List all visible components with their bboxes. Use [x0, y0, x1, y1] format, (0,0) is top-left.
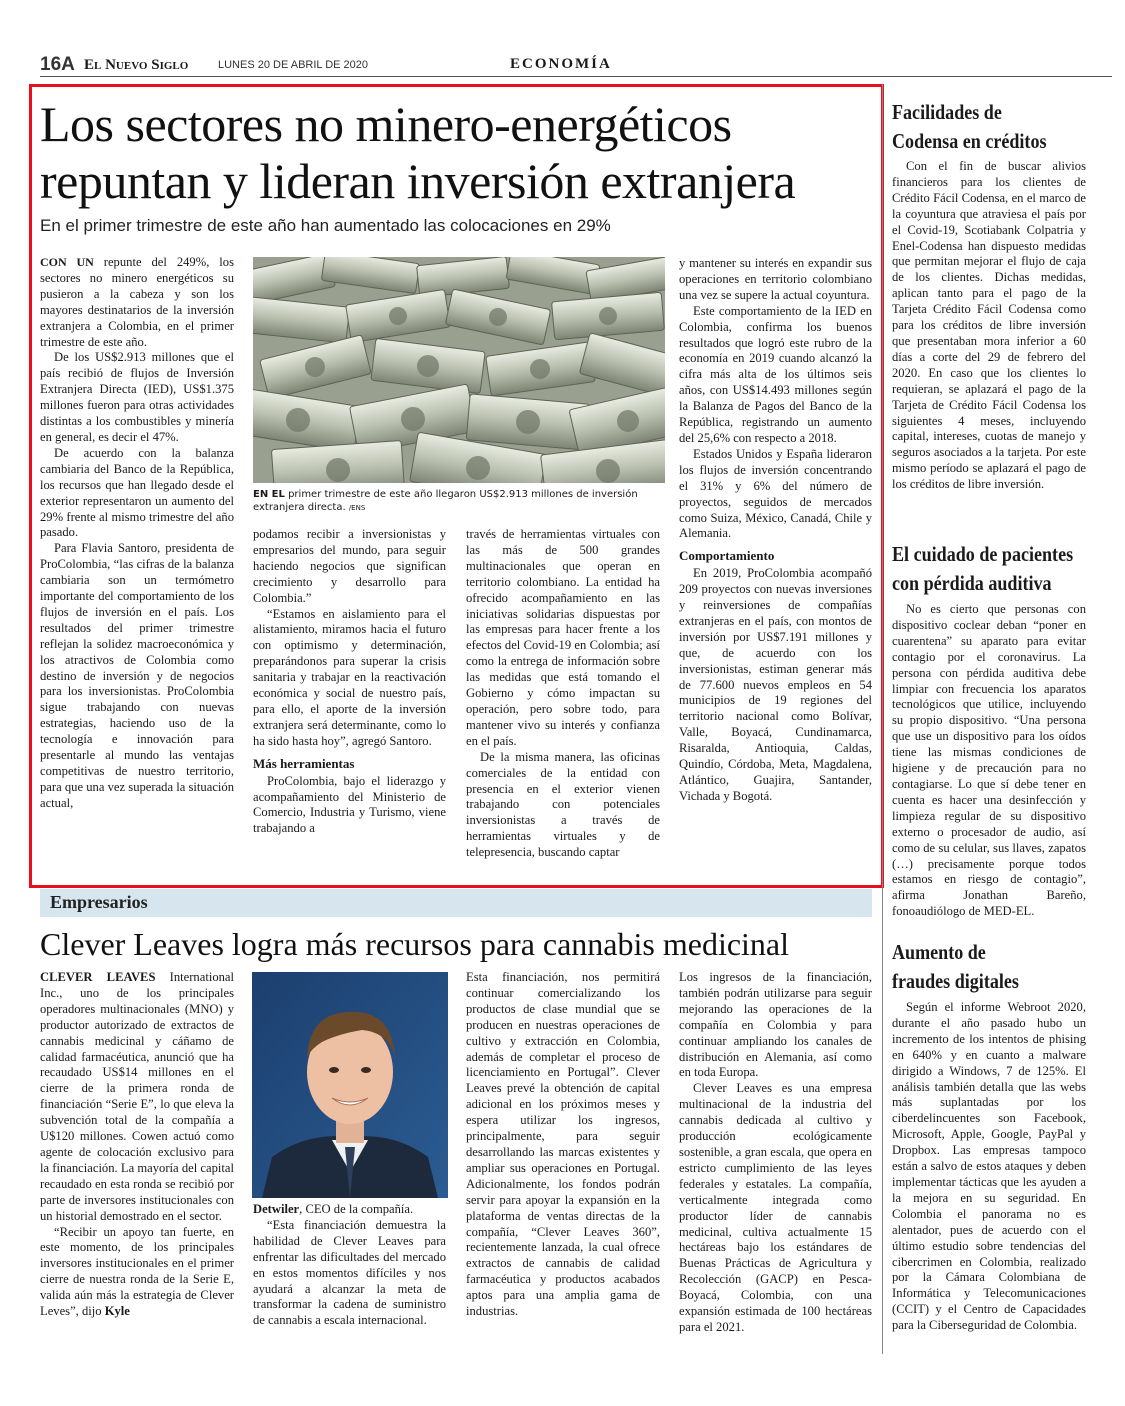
- lead-col4-p4: En 2019, ProColombia acompañó 209 proyectos con nuevas inversiones y reinversiones de compañías extranjeras en el país, con montos de inversión por US$7.191 millones y que, de acuerdo con los inversionistas, estiman generar más de 77.600 nuevos empleos en 54 municipios de 19 regiones del territorio nacional como Bolívar, Valle, Boyacá, Cundinamarca, Risaralda, Antioquia, Caldas, Quindío, Córdoba, Meta, Magdalena, Atlántico, Guajira, Santander, Vichada y Bogotá.: [679, 566, 872, 803]
- lead-col2-p1: podamos recibir a inversionistas y empresarios del mundo, para seguir haciendo negocios que significan crecimiento y desarrollo para Colombia.”: [253, 527, 446, 605]
- second-dropin: CLEVER LEAVES: [40, 970, 156, 984]
- sidebar-brief-3: [892, 938, 1086, 1352]
- sidebar-brief-2: [892, 540, 1086, 926]
- second-col1-p2: “Recibir un apoyo tan fuerte, en este momento, de los principales inversores institucionales en el primer cierre de nuestra ronda de la Serie E, valida aún más la estrategia de Clever Leves”, dijo: [40, 1224, 234, 1319]
- lead-col2-p3: ProColombia, bajo el liderazgo y acompañamiento del Ministerio de Comercio, Industria y Turismo, viene trabajando a: [253, 773, 446, 836]
- second-column-1: [40, 970, 234, 1350]
- second-headline: Clever Leaves logra más recursos para cannabis medicinal: [40, 926, 790, 962]
- paper-name: El Nuevo Siglo: [84, 57, 189, 73]
- brief-2-paragraph: No es cierto que personas con dispositivo coclear deban “poner en cuarentena” su aparato para evitar contagio por el coronavirus. La persona con pérdida auditiva debe limpiar con frecuencia los aparatos tecnológicos que utilice, incluyendo su propio dispositivo. “Una persona que use un dispositivo para los oídos tiene las mismas condiciones de higiene y de precaución para no contagiarse. Lo que sí debe tener en cuenta es hacer una desinfección y limpieza regular de su dispositivo externo o procesador de audio, así como de su celular, sus llaves, zapatos (…) precisamente porque todos estamos en riesgo de contagio”, afirma Jonathan Bareño, fonoaudiólogo de MED-EL.: [892, 602, 1086, 919]
- brief-1-text: [892, 159, 1086, 535]
- header-date: LUNES 20 DE ABRIL DE 2020: [218, 59, 369, 71]
- lead-col3-p2: De la misma manera, las oficinas comerciales de la entidad con presencia en el exterior vienen trabajando con potenciales inversionistas a través de herramientas virtuales y de telepresencia, buscando captar: [466, 749, 660, 860]
- second-col4-p2: Clever Leaves es una empresa multinacional de la industria del cannabis dedicada al cultivo y producción ecológicamente sostenible, a gran escala, que opera en estricto cumplimiento de las leyes federales y estatales. La compañía, verticalmente integrada como productor líder de cannabis medicinal, cultiva actualmente 15 hectáreas bajo los estándares de Buenas Prácticas de Agricultura y Recolección (GACP) en Pesca-Boyacá, Colombia, con una expansión estimada de 100 hectáreas para el 2021.: [679, 1081, 872, 1334]
- lead-col1-p3: De acuerdo con la balanza cambiaria del Banco de la República, los recursos que han llegado desde el exterior representaron un aumento del 29% frente al mismo trimestre del año pasado.: [40, 445, 234, 540]
- second-column-4: [679, 970, 872, 1350]
- lead-dropin: CON UN: [40, 255, 94, 269]
- lead-headline: [40, 96, 870, 210]
- second-col1-p1: International Inc., uno de los principales operadores multinacionales (MNO) y productor autorizado de extractos de cannabis medicinal y cáñamo de calidad farmacéutica, anunció que ha recaudado US$14 millones en el cierre de la primera ronda de financiación “Serie E”, lo que eleva la subvención total de la compañía a U$120 millones. Cowen actuó como agente de colocación exclusivo para la financiación. La mayoría del capital recaudado en esta ronda se recibió por parte de inversores institucionales con un historial demostrado en el sector.: [40, 970, 234, 1223]
- lead-subhead-herramientas: Más herramientas: [253, 755, 355, 771]
- lead-col1-p2: De los US$2.913 millones que el país recibió de flujos de Inversión Extranjera Directa (IED), US$1.375 millones fueron para otras actividades distintas a los combustibles y minería en general, es decir el 47%.: [40, 350, 234, 444]
- lead-headline-line2: repuntan y lideran inversión extranjera: [40, 153, 796, 209]
- second-column-2: [253, 1202, 446, 1352]
- brief-3-title-2: fraudes digitales: [892, 969, 1019, 993]
- section-label: Empresarios: [50, 892, 148, 912]
- lead-column-3: [466, 527, 660, 875]
- portrait-image: [252, 972, 448, 1198]
- lead-subtitle: En el primer trimestre de este año han aumentado las colocaciones en 29%: [40, 216, 611, 235]
- lead-column-4: [679, 256, 872, 876]
- brief-2-text: [892, 602, 1086, 926]
- sidebar-rule: [882, 84, 883, 1354]
- money-photo: [253, 257, 665, 483]
- page-number: 16A: [40, 54, 75, 75]
- brief-1-title-2: Codensa en créditos: [892, 129, 1047, 153]
- second-col1-bold: Kyle: [104, 1304, 130, 1319]
- section-bar-empresarios: [40, 889, 872, 917]
- lead-col1-p4: Para Flavia Santoro, presidenta de ProColombia, “las cifras de la balanza cambiaria son un termómetro importante del comportamiento de los flujos de inversión en el país. Los resultados del primer trimestre reflejan la solidez macroeconómica y los atractivos de Colombia como destino de inversión y de negocios para los inversionistas. ProColombia sigue trabajando con nuevas estrategias, haciendo uso de la tecnología e innovación para presentarle al mundo las ventajas competitivas de nuestro territorio, para que una vez superada la situación actual,: [40, 541, 234, 810]
- money-stacks-image: [253, 257, 665, 483]
- lead-subhead-comportamiento: Comportamiento: [679, 548, 775, 564]
- lead-caption-lead: EN EL: [253, 489, 285, 500]
- lead-col4-p1: y mantener su interés en expandir sus operaciones en territorio colombiano una vez se supere la actual coyuntura.: [679, 256, 872, 302]
- lead-headline-line1: Los sectores no minero-energéticos: [40, 96, 732, 152]
- sidebar-brief-1: [892, 98, 1086, 535]
- brief-2-title-1: El cuidado de pacientes: [892, 542, 1074, 566]
- lead-col4-p2: Este comportamiento de la IED en Colombia, confirma los buenos resultados que logró este rubro de la economía en 2019 cuando alcanzó la cifra más alta de los últimos seis años, con US$14.493 millones según la Balanza de Pagos del Banco de la República, registrando un aumento del 25,6% con respecto a 2018.: [679, 303, 872, 445]
- section-name: ECONOMÍA: [510, 56, 612, 72]
- lead-col4-p3: Estados Unidos y España lideraron los flujos de inversión concentrando el 31% y 6% del número de proyectos, seguidos de mercados como Suiza, México, Canadá, Chile y Alemania.: [679, 446, 872, 541]
- lead-col3-p1: través de herramientas virtuales con las más de 500 grandes multinacionales que operan en territorio colombiano. La entidad ha ofrecido acompañamiento en las iniciativas solidarias dispuestas por las empresas para hacer frente a los efectos del Covid-19 en Colombia; así como la entrega de información sobre las medidas que está tomando el Gobierno y cómo impactan su operación, pero sobre todo, para mantener vivo su interés y confianza en el país.: [466, 527, 660, 748]
- lead-col1-p1: repunte del 249%, los sectores no minero energéticos su pusieron a la cabeza y son los mayores destinatarios de la inversión extranjera a Colombia, en el primer trimestre de este año.: [40, 255, 234, 349]
- lead-photo-caption: [253, 488, 665, 515]
- second-column-3: [466, 970, 660, 1350]
- brief-3-text: [892, 1000, 1086, 1352]
- second-col2-p1: “Esta financiación demuestra la habilidad de Clever Leaves para enfrentar las dificultades del mercado en estos momentos difíciles y nos ayudará a alcanzar la meta de transformar la cadena de suministro de cannabis a escala internacional.: [253, 1217, 446, 1328]
- lead-column-2: [253, 527, 446, 875]
- brief-3-title-1: Aumento de: [892, 940, 986, 964]
- brief-1-title-1: Facilidades de: [892, 100, 1002, 124]
- lead-caption-text: primer trimestre de este año llegaron US$2.913 millones de inversión extranjera directa.: [253, 489, 638, 513]
- brief-1-paragraph: Con el fin de buscar alivios financieros para los clientes de Crédito Fácil Codensa, en el marco de la coyuntura que atraviesa el país por el Covid-19, Scotiabank Colpatria y Enel-Codensa han dispuesto medidas que permitan mejorar el flujo de caja de los clientes. Dichas medidas, aplican tanto para el pago de la Tarjeta Crédito Fácil Codensa como para los créditos de libre inversión que presentaban mora inferior a 60 días a corte del 29 de febrero del 2020. En caso que los clientes lo requieran, se aplazará el pago de la Tarjeta de Crédito Fácil Codensa los siguientes 4 meses, incluyendo capital, intereses, cuotas de manejo y seguros asociados a la tarjeta. Por este mismo período se aplazará el pago de los créditos de libre inversión.: [892, 159, 1086, 492]
- lead-caption-credit: /ENS: [348, 504, 366, 512]
- second-col3-p1: Esta financiación, nos permitirá continuar comercializando los productos de clase mundial que se producen en nuestras operaciones de cultivo y extracción en Colombia, además de completar el proceso de licenciamiento en Portugal”. Clever Leaves prevé la obtención de capital adicional en los próximos meses y espera utilizar los ingresos, principalmente, para seguir desarrollando las marcas existentes y ampliar sus operaciones en Portugal. Adicionalmente, los fondos podrán servir para apoyar la expansión en la plataforma de ventas directas de la compañía, “Clever Leaves 360”, recientemente lanzada, la cual ofrece extractos de cannabis de calidad farmacéutica y productos acabados aptos para una amplia gama de industrias.: [466, 970, 660, 1319]
- lead-col2-p2: “Estamos en aislamiento para el alistamiento, miramos hacia el futuro con optimismo y determinación, preparándonos para superar la crisis sanitaria y trabajar en la reactivación económica y social de nuestro país, para ello, el aporte de la inversión extranjera será determinante, como lo ha sido hasta hoy”, agregó Santoro.: [253, 606, 446, 748]
- page-header: [40, 54, 1112, 77]
- portrait-caption: , CEO de la compañía.: [299, 1202, 414, 1216]
- portrait-caption-name: Detwiler: [253, 1202, 300, 1216]
- brief-2-title-2: con pérdida auditiva: [892, 571, 1052, 595]
- lead-column-1: [40, 255, 234, 875]
- portrait-photo: [252, 972, 448, 1198]
- brief-3-paragraph: Según el informe Webroot 2020, durante el año pasado hubo un incremento de los intentos de phising en 640% y en cuanto a malware dirigido a Windows, 7 de 125%. El análisis también detalla que las webs más suplantadas por los ciberdelincuentes son Facebook, Microsoft, Apple, Google, PayPal y Dropbox. Las empresas tampoco están a salvo de estos ataques y deben implementar tácticas que les ayuden a la mejora en su seguridad. En Colombia el panorama no es alentador, pues de acuerdo con el último estudio sobre tendencias del cibercrimen en Colombia, realizado por la Cámara Colombiana de Informática y Telecomunicaciones (CCIT) y el Centro de Capacidades para la Ciberseguridad de Colombia.: [892, 1000, 1086, 1333]
- second-col4-p1: Los ingresos de la financiación, también podrán utilizarse para seguir mejorando las operaciones de la compañía en Colombia y para continuar ampliando los canales de distribución en Alemania, así como en toda Europa.: [679, 970, 872, 1080]
